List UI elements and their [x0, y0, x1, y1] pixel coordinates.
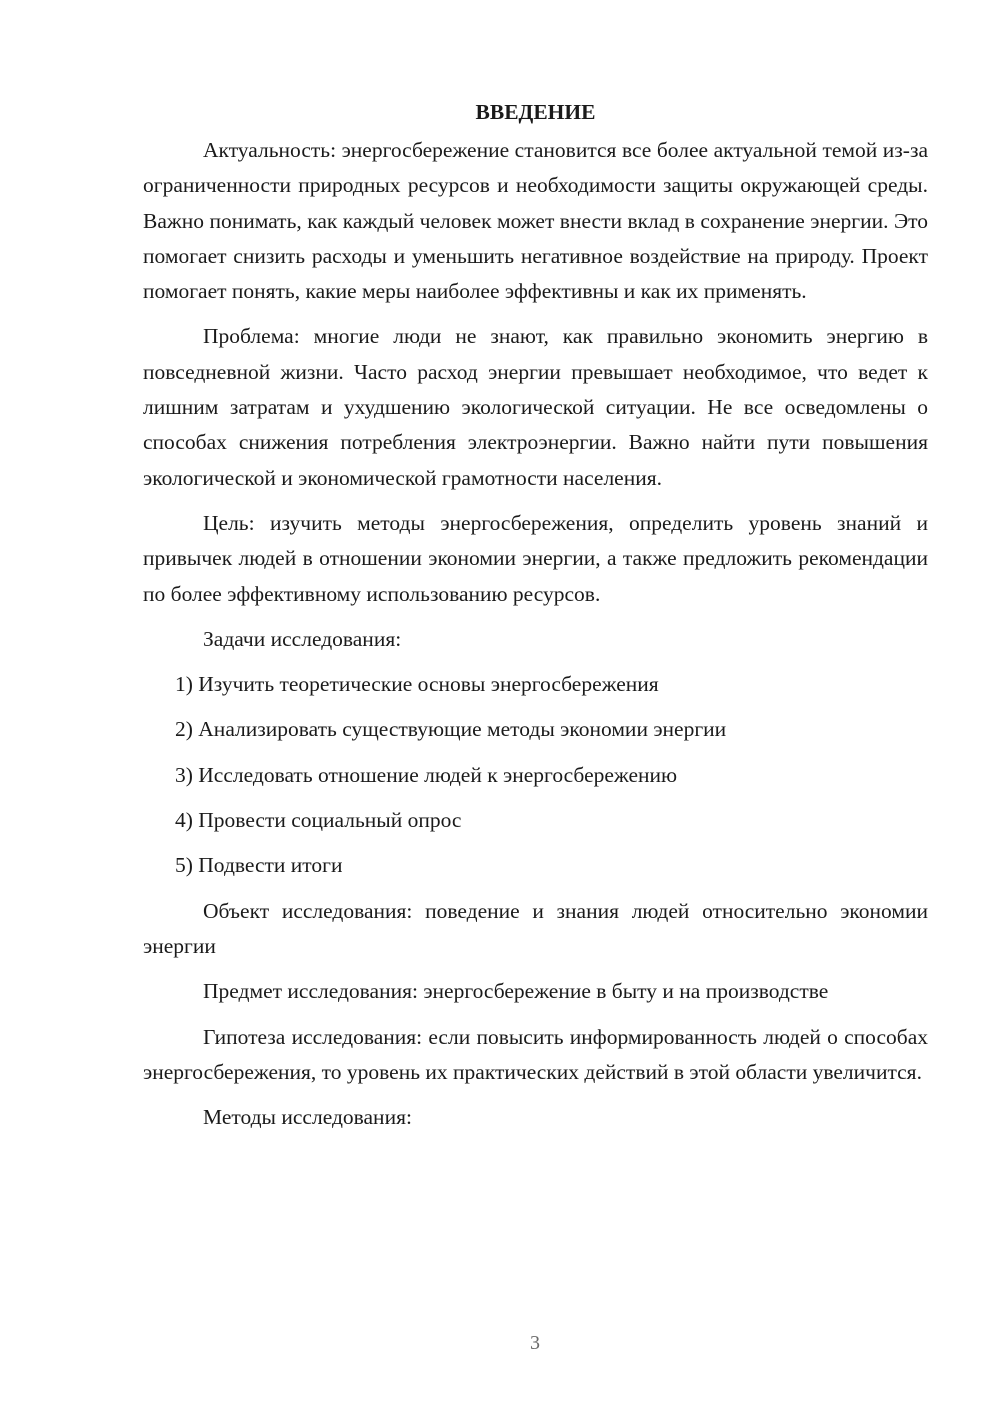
list-item: 3) Исследовать отношение людей к энергосбережению [175, 762, 678, 787]
hypothesis-paragraph: Гипотеза исследования: если повысить информированность людей о способах энергосбережения, то уровень их практических действий в этой области увеличится. [143, 1024, 928, 1084]
methods-heading: Методы исследования: [203, 1105, 412, 1130]
relevance-paragraph: Актуальность: энергосбережение становится все более актуальной темой из-за ограниченности природных ресурсов и необходимости защиты окружающей среды. Важно понимать, как каждый человек может внести вклад в сохранение энергии. Это помогает снизить расходы и уменьшить негативное воздействие на природу. Проект помогает понять, какие меры наиболее эффективны и как их применять. [143, 138, 928, 304]
list-item: 4) Провести социальный опрос [175, 808, 462, 833]
list-item: 1) Изучить теоретические основы энергосбережения [175, 672, 659, 697]
subject-paragraph: Предмет исследования: энергосбережение в быту и на производстве [203, 979, 829, 1004]
list-item: 2) Анализировать существующие методы экономии энергии [175, 717, 727, 742]
document-body [143, 96, 928, 1135]
tasks-heading: Задачи исследования: [203, 626, 402, 651]
goal-paragraph: Цель: изучить методы энергосбережения, определить уровень знаний и привычек людей в отношении экономии энергии, а также предложить рекомендации по более эффективному использованию ресурсов. [143, 510, 928, 606]
page-title: ВВЕДЕНИЕ [475, 100, 596, 124]
tasks-list [143, 667, 928, 883]
list-item: 5) Подвести итоги [175, 853, 343, 878]
object-paragraph: Объект исследования: поведение и знания людей относительно экономии энергии [143, 898, 928, 958]
problem-paragraph: Проблема: многие люди не знают, как правильно экономить энергию в повседневной жизни. Часто расход энергии превышает необходимое, что ведет к лишним затратам и ухудшению экологической ситуации. Не все осведомлены о способах снижения потребления электроэнергии. Важно найти пути повышения экологической и экономической грамотности населения. [143, 324, 928, 490]
page-number: 3 [530, 1332, 540, 1354]
